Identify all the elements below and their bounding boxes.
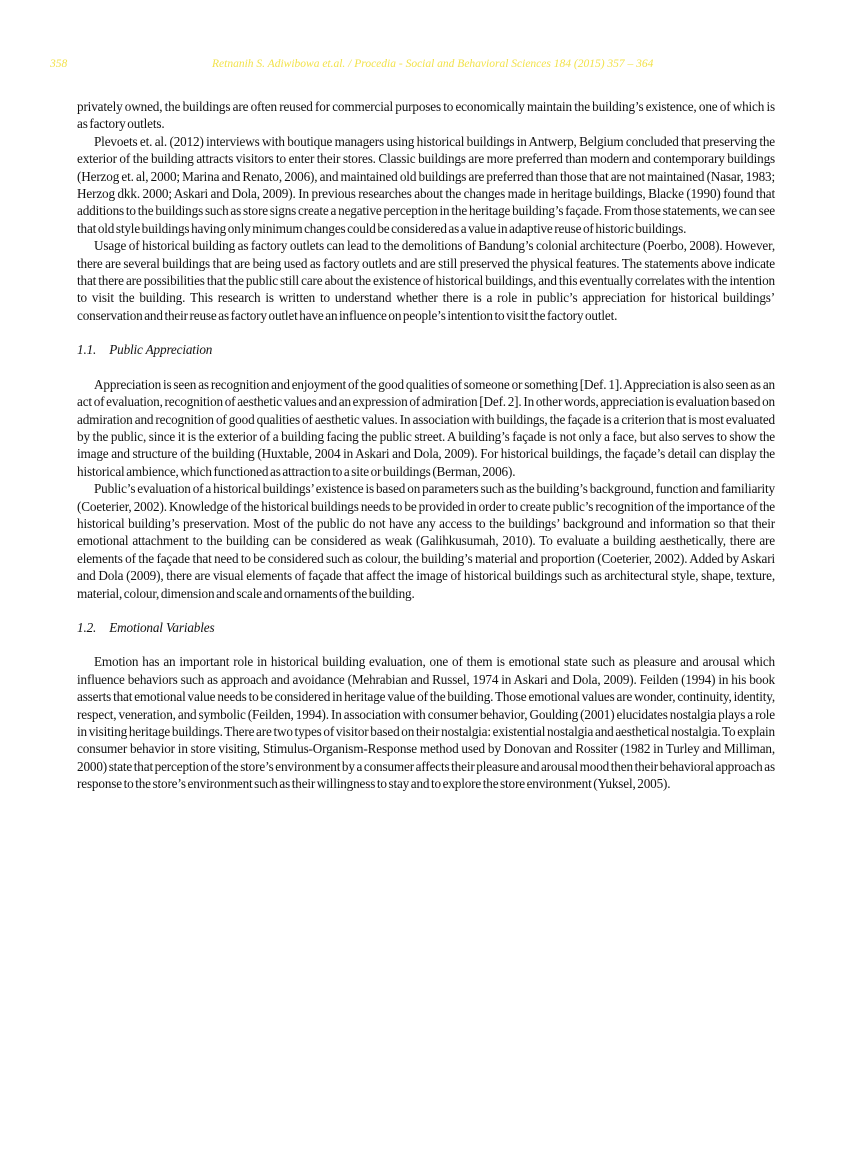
paragraph: Appreciation is seen as recognition and enjoyment of the good qualities of someone or something [Def. 1]. Appreciation is also seen as an act of evaluation, recognition of aesthetic values and an expression of admiration [Def. 2]. In other words, appreciation is evaluation based on admiration and recognition of good qualities of aesthetic values. In association with buildings, the façade is a criterion that is most evaluated by the public, since it is the exterior of a building facing the public street. A building’s façade is not only a face, but also serves to show the image and structure of the building (Huxtable, 2004 in Askari and Dola, 2009). For historical buildings, the façade’s detail can display the historical ambience, which functioned as attraction to a site or buildings (Berman, 2006). xyxy=(77,376,775,479)
section-heading-public-appreciation: 1.1. Public Appreciation xyxy=(77,342,213,358)
page-number: 358 xyxy=(50,58,68,70)
running-header xyxy=(0,58,846,74)
section-heading-emotional-variables: 1.2. Emotional Variables xyxy=(77,619,215,635)
paragraph: Plevoets et. al. (2012) interviews with boutique managers using historical buildings in Antwerp, Belgium concluded that preserving the exterior of the building attracts visitors to enter their stores. Classic buildings are more preferred than modern and contemporary buildings (Herzog et. al, 2000; Marina and Renato, 2006), and maintained old buildings are preferred than those that are not maintained (Nasar, 1983; Herzog dkk. 2000; Askari and Dola, 2009). In previous researches about the changes made in heritage buildings, Blacke (1990) found that additions to the buildings such as store signs create a negative perception in the heritage building’s façade. From those statements, we can see that old style buildings having only minimum changes could be considered as a value in adaptive reuse of historic buildings. xyxy=(77,133,775,236)
paragraph: Usage of historical building as factory outlets can lead to the demolitions of Bandung’s colonial architecture (Poerbo, 2008). However, there are several buildings that are being used as factory outlets and are still preserved the physical features. The statements above indicate that there are possibilities that the public still care about the existence of historical buildings, and this eventually correlates with the intention to visit the building. This research is written to understand whether there is a role in public’s appreciation for historical buildings’ conservation and their reuse as factory outlet have an influence on people’s intention to visit the factory outlet. xyxy=(77,238,775,323)
running-title: Retnanih S. Adiwibowa et.al. / Procedia - Social and Behavioral Sciences 184 (2015) 357 – 364 xyxy=(212,58,654,70)
paragraph: Emotion has an important role in historical building evaluation, one of them is emotional state such as pleasure and arousal which influence behaviors such as approach and avoidance (Mehrabian and Russel, 1974 in Askari and Dola, 2009). Feilden (1994) in his book asserts that emotional value needs to be considered in heritage value of the building. Those emotional values are wonder, continuity, identity, respect, veneration, and symbolic (Feilden, 1994). In association with consumer behavior, Goulding (2001) elucidates nostalgia plays a role in visiting heritage buildings. There are two types of visitor based on their nostalgia: existential nostalgia and aesthetical nostalgia. To explain consumer behavior in store visiting, Stimulus-Organism-Response method used by Donovan and Rossiter (1982 in Turley and Milliman, 2000) state that perception of the store’s environment by a consumer affects their pleasure and arousal mood then their behavioral approach as response to the store’s environment such as their willingness to stay and to explore the store environment (Yuksel, 2005). xyxy=(77,654,775,792)
article-body xyxy=(77,98,775,793)
paragraph: Public’s evaluation of a historical buildings’ existence is based on parameters such as the building’s background, function and familiarity (Coeterier, 2002). Knowledge of the historical buildings needs to be provided in order to create public’s recognition of the importance of the historical building’s preservation. Most of the public do not have any access to the buildings’ background and information so that their emotional attachment to the building can be considered as weak (Galihkusumah, 2010). To evaluate a building aesthetically, there are elements of the façade that need to be considered such as colour, the building’s material and proportion (Coeterier, 2002). Added by Askari and Dola (2009), there are visual elements of façade that affect the image of historical buildings such as architectural style, shape, texture, material, colour, dimension and scale and ornaments of the building. xyxy=(77,481,775,601)
paragraph: privately owned, the buildings are often reused for commercial purposes to economically maintain the building’s existence, one of which is as factory outlets. xyxy=(77,99,775,132)
